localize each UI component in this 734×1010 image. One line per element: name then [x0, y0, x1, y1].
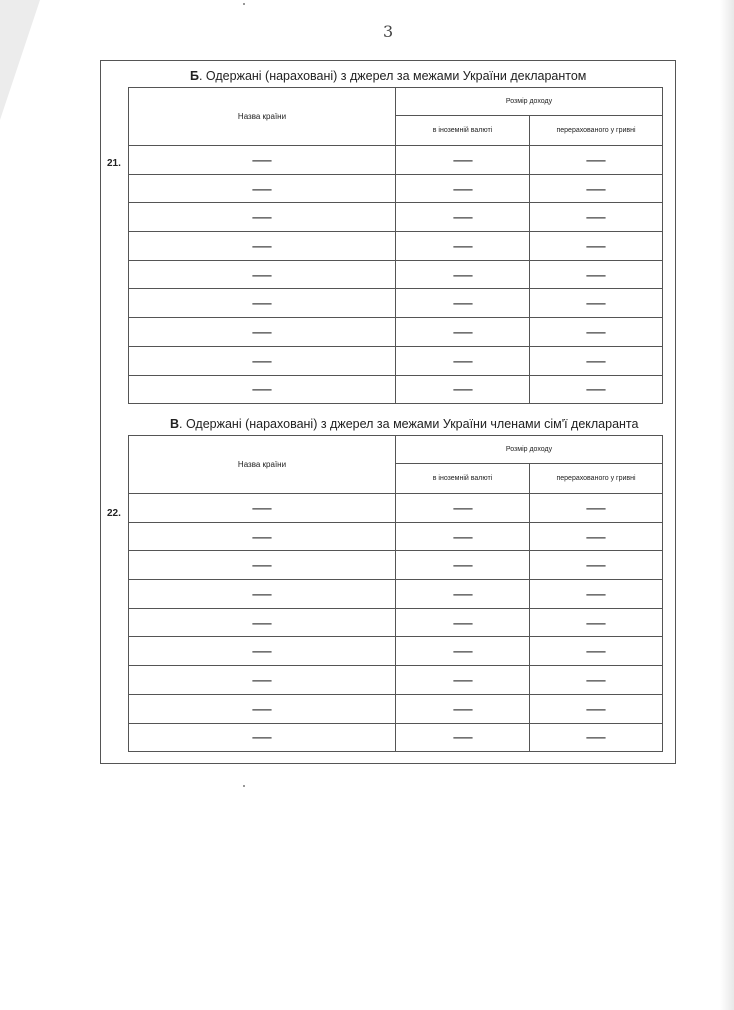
country-cell: [129, 724, 396, 752]
dash-mark: —: [452, 324, 473, 339]
table-row: [129, 666, 662, 695]
table-row: [129, 376, 662, 405]
foreign-currency-cell: [396, 551, 530, 579]
table-row: [129, 724, 662, 753]
foreign-currency-cell: [396, 637, 530, 665]
converted-uah-cell: [530, 232, 662, 260]
country-cell: [129, 261, 396, 289]
table-row: [129, 494, 662, 523]
scan-shadow-left: [0, 0, 40, 120]
country-cell: [129, 318, 396, 346]
dash-mark: —: [452, 296, 473, 311]
dash-mark: —: [252, 210, 272, 225]
country-cell: [129, 175, 396, 203]
section-v-title: [170, 417, 638, 431]
dash-mark: —: [452, 529, 473, 544]
dash-mark: —: [452, 353, 473, 368]
dash-mark: —: [452, 615, 473, 630]
foreign-currency-cell: [396, 376, 530, 404]
table-row: [129, 637, 662, 666]
foreign-currency-cell: [396, 523, 530, 551]
country-cell: [129, 551, 396, 579]
header-country: Назва країни: [129, 88, 396, 145]
dash-mark: —: [452, 701, 473, 716]
converted-uah-cell: [530, 146, 662, 174]
dash-mark: —: [586, 615, 606, 630]
dash-mark: —: [586, 152, 606, 167]
dash-mark: —: [452, 152, 473, 167]
country-cell: [129, 695, 396, 723]
dash-mark: —: [452, 558, 473, 573]
section-v-table: [128, 435, 663, 752]
converted-uah-cell: [530, 580, 662, 608]
foreign-currency-cell: [396, 261, 530, 289]
dash-mark: —: [452, 267, 473, 282]
dash-mark: —: [586, 181, 606, 196]
dash-mark: —: [586, 701, 606, 716]
country-cell: [129, 376, 396, 404]
header-foreign-currency: в іноземній валюті: [396, 464, 530, 493]
dash-mark: —: [252, 701, 272, 716]
foreign-currency-cell: [396, 609, 530, 637]
dash-mark: —: [586, 353, 606, 368]
converted-uah-cell: [530, 494, 662, 522]
header-income-size: Розмір доходу: [396, 88, 662, 116]
dash-mark: —: [586, 296, 606, 311]
header-converted-uah: перерахованого у гривні: [556, 127, 636, 134]
section-b-row-number: 21.: [107, 158, 121, 169]
scan-speck: [243, 3, 245, 5]
dash-mark: —: [252, 644, 272, 659]
table-row: [129, 232, 662, 261]
dash-mark: —: [252, 730, 272, 745]
dash-mark: —: [586, 238, 606, 253]
section-b-title-text: . Одержані (нараховані) з джерел за межами України декларантом: [198, 69, 587, 83]
dash-mark: —: [452, 730, 473, 745]
dash-mark: —: [586, 382, 606, 397]
table-row: [129, 261, 662, 290]
table-header: [129, 436, 662, 494]
table-row: [129, 203, 662, 232]
foreign-currency-cell: [396, 318, 530, 346]
dash-mark: —: [586, 210, 606, 225]
dash-mark: —: [252, 529, 272, 544]
country-cell: [129, 637, 396, 665]
table-row: [129, 580, 662, 609]
country-cell: [129, 347, 396, 375]
dash-mark: —: [452, 586, 473, 601]
foreign-currency-cell: [396, 175, 530, 203]
foreign-currency-cell: [396, 724, 530, 752]
section-b-title: [190, 69, 586, 83]
table-body: [129, 494, 662, 752]
foreign-currency-cell: [396, 146, 530, 174]
dash-mark: —: [252, 500, 272, 515]
dash-mark: —: [586, 500, 606, 515]
country-cell: [129, 146, 396, 174]
section-v-title-text: . Одержані (нараховані) з джерел за межами України членами сім'ї декларанта: [179, 417, 639, 431]
dash-mark: —: [252, 382, 272, 397]
table-row: [129, 695, 662, 724]
header-country: Назва країни: [129, 436, 396, 493]
dash-mark: —: [252, 615, 272, 630]
dash-mark: —: [586, 529, 606, 544]
table-header: [129, 88, 662, 146]
dash-mark: —: [452, 672, 473, 687]
country-cell: [129, 666, 396, 694]
table-row: [129, 289, 662, 318]
converted-uah-cell: [530, 318, 662, 346]
converted-uah-cell: [530, 347, 662, 375]
dash-mark: —: [452, 181, 473, 196]
foreign-currency-cell: [396, 347, 530, 375]
dash-mark: —: [586, 672, 606, 687]
dash-mark: —: [452, 644, 473, 659]
converted-uah-cell: [530, 724, 662, 752]
country-cell: [129, 580, 396, 608]
dash-mark: —: [452, 382, 473, 397]
converted-uah-cell: [530, 609, 662, 637]
table-row: [129, 318, 662, 347]
dash-mark: —: [452, 500, 473, 515]
converted-uah-cell: [530, 376, 662, 404]
dash-mark: —: [586, 267, 606, 282]
foreign-currency-cell: [396, 494, 530, 522]
dash-mark: —: [586, 586, 606, 601]
dash-mark: —: [586, 324, 606, 339]
dash-mark: —: [252, 558, 272, 573]
foreign-currency-cell: [396, 203, 530, 231]
country-cell: [129, 232, 396, 260]
scan-speck: [243, 785, 245, 787]
section-v-letter: В: [170, 417, 180, 431]
dash-mark: —: [252, 238, 272, 253]
converted-uah-cell: [530, 523, 662, 551]
converted-uah-cell: [530, 695, 662, 723]
country-cell: [129, 609, 396, 637]
foreign-currency-cell: [396, 695, 530, 723]
table-row: [129, 175, 662, 204]
dash-mark: —: [252, 586, 272, 601]
foreign-currency-cell: [396, 580, 530, 608]
converted-uah-cell: [530, 175, 662, 203]
header-foreign-currency: в іноземній валюті: [396, 116, 530, 145]
dash-mark: —: [586, 558, 606, 573]
country-cell: [129, 523, 396, 551]
section-b-table: [128, 87, 663, 404]
table-row: [129, 523, 662, 552]
country-cell: [129, 289, 396, 317]
dash-mark: —: [252, 152, 272, 167]
foreign-currency-cell: [396, 232, 530, 260]
page-number: 3: [383, 22, 394, 41]
table-row: [129, 146, 662, 175]
table-row: [129, 551, 662, 580]
dash-mark: —: [252, 296, 272, 311]
foreign-currency-cell: [396, 666, 530, 694]
dash-mark: —: [252, 353, 272, 368]
dash-mark: —: [252, 181, 272, 196]
converted-uah-cell: [530, 203, 662, 231]
table-body: [129, 146, 662, 404]
converted-uah-cell: [530, 289, 662, 317]
converted-uah-cell: [530, 261, 662, 289]
section-v-row-number: 22.: [107, 508, 121, 519]
header-converted-uah: перерахованого у гривні: [556, 475, 636, 482]
country-cell: [129, 203, 396, 231]
section-b-letter: Б: [190, 69, 199, 83]
converted-uah-cell: [530, 551, 662, 579]
dash-mark: —: [252, 267, 272, 282]
dash-mark: —: [252, 324, 272, 339]
dash-mark: —: [586, 644, 606, 659]
foreign-currency-cell: [396, 289, 530, 317]
dash-mark: —: [452, 210, 473, 225]
dash-mark: —: [452, 238, 473, 253]
scan-shadow-right: [720, 0, 734, 1010]
converted-uah-cell: [530, 666, 662, 694]
country-cell: [129, 494, 396, 522]
converted-uah-cell: [530, 637, 662, 665]
dash-mark: —: [586, 730, 606, 745]
header-income-size: Розмір доходу: [396, 436, 662, 464]
dash-mark: —: [252, 672, 272, 687]
table-row: [129, 347, 662, 376]
table-row: [129, 609, 662, 638]
